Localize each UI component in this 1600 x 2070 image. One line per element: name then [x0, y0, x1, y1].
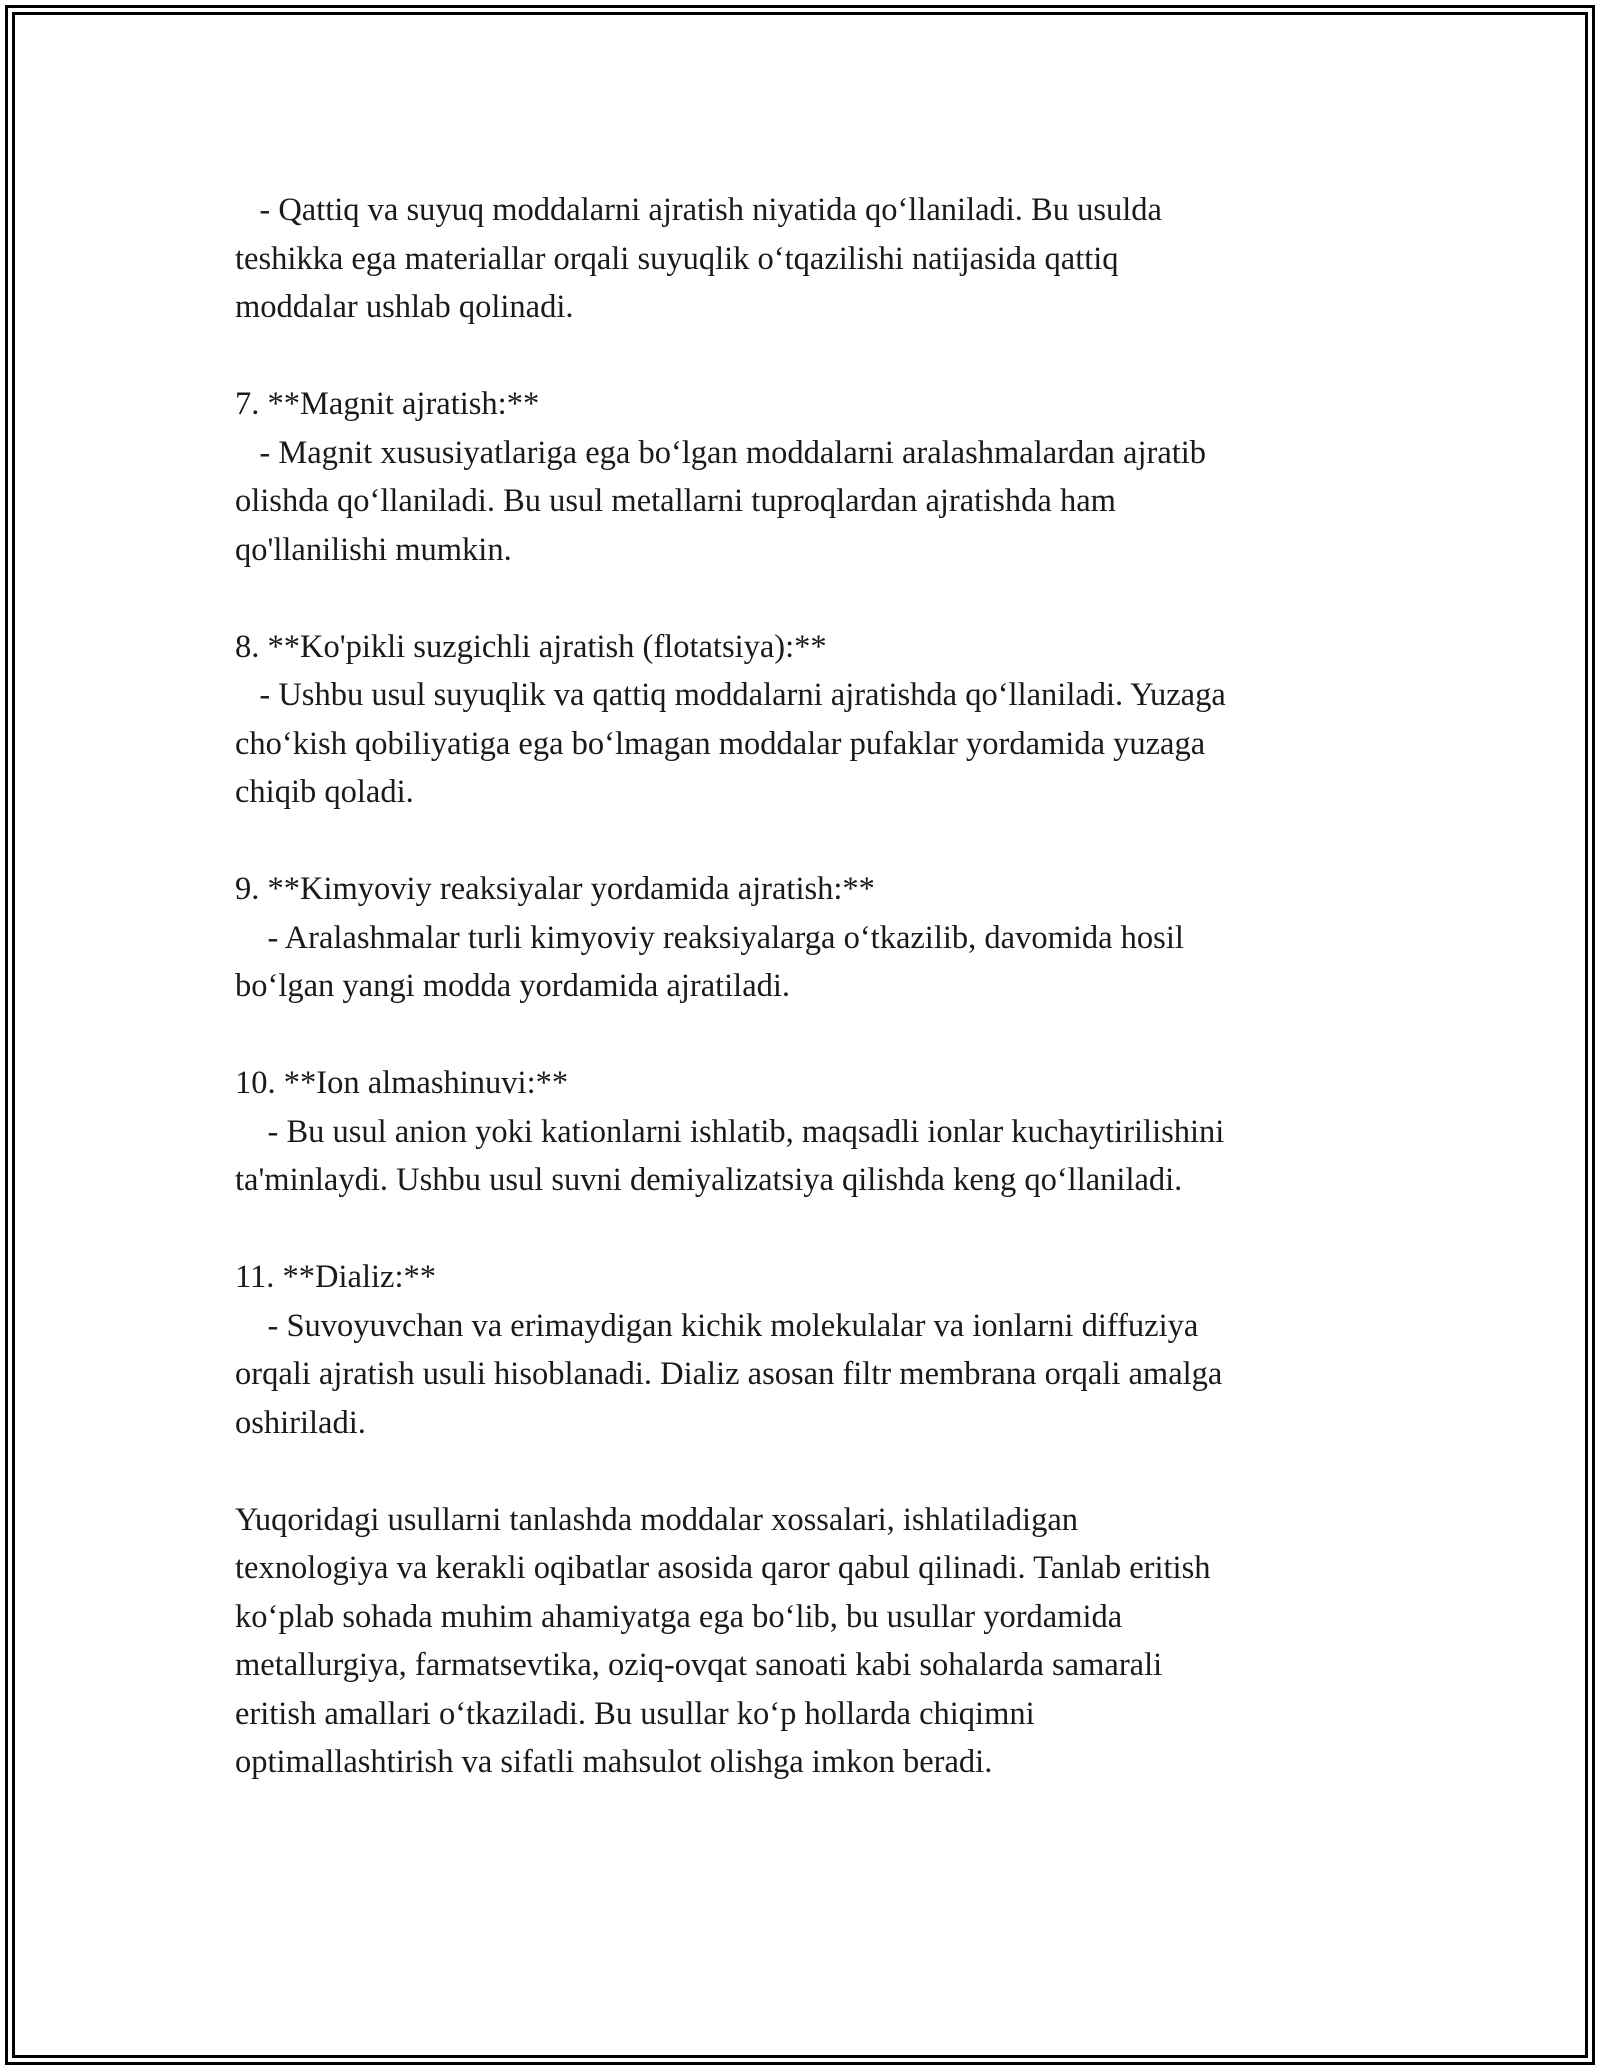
text-line: texnologiya va kerakli oqibatlar asosida qaror qabul qilinadi. Tanlab eritish	[235, 1550, 1211, 1586]
list-item-heading: 10. **Ion almashinuvi:**	[235, 1065, 569, 1101]
list-item-heading: 7. **Magnit ajratish:**	[235, 386, 540, 422]
text-line: metallurgiya, farmatsevtika, oziq-ovqat sanoati kabi sohalarda samarali	[235, 1647, 1163, 1683]
text-line: chiqib qoladi.	[235, 774, 414, 810]
text-line: - Aralashmalar turli kimyoviy reaksiyalarga o‘tkazilib, davomida hosil	[235, 919, 1184, 956]
list-item-flotation	[235, 623, 1395, 817]
text-line: ko‘plab sohada muhim ahamiyatga ega bo‘lib, bu usullar yordamida	[235, 1598, 1123, 1635]
text-line: olishda qo‘llaniladi. Bu usul metallarni tuproqlardan ajratishda ham	[235, 483, 1116, 519]
list-item-chemical-reactions	[235, 865, 1395, 1011]
list-item-heading: 9. **Kimyoviy reaksiyalar yordamida ajratish:**	[235, 871, 875, 907]
list-item-heading: 11. **Dializ:**	[235, 1259, 436, 1295]
text-line: Yuqoridagi usullarni tanlashda moddalar xossalari, ishlatiladigan	[235, 1501, 1079, 1538]
list-item-magnetic-separation	[235, 380, 1395, 574]
text-line: - Bu usul anion yoki kationlarni ishlatib, maqsadli ionlar kuchaytirilishini	[235, 1113, 1225, 1150]
text-line: ta'minlaydi. Ushbu usul suvni demiyalizatsiya qilishda keng qo‘llaniladi.	[235, 1162, 1183, 1198]
text-line: oshiriladi.	[235, 1404, 366, 1441]
text-line: eritish amallari o‘tkaziladi. Bu usullar ko‘p hollarda chiqimni	[235, 1695, 1035, 1732]
text-line: cho‘kish qobiliyatiga ega bo‘lmagan moddalar pufaklar yordamida yuzaga	[235, 725, 1206, 762]
text-line: orqali ajratish usuli hisoblanadi. Dializ asosan filtr membrana orqali amalga	[235, 1356, 1223, 1392]
text-line: - Qattiq va suyuq moddalarni ajratish niyatida qo‘llaniladi. Bu usulda	[235, 192, 1162, 228]
text-line: - Ushbu usul suyuqlik va qattiq moddalarni ajratishda qo‘llaniladi. Yuzaga	[235, 677, 1226, 713]
document-body	[235, 186, 1395, 1835]
text-line: qo'llanilishi mumkin.	[235, 531, 512, 568]
list-item-heading: 8. **Ko'pikli suzgichli ajratish (flotatsiya):**	[235, 628, 827, 665]
paragraph-filtration-continuation	[235, 186, 1395, 332]
list-item-ion-exchange	[235, 1059, 1395, 1205]
text-line: moddalar ushlab qolinadi.	[235, 289, 574, 325]
text-line: optimallashtirish va sifatli mahsulot olishga imkon beradi.	[235, 1744, 993, 1780]
text-line: teshikka ega materiallar orqali suyuqlik o‘tqazilishi natijasida qattiq	[235, 240, 1119, 277]
text-line: - Suvoyuvchan va erimaydigan kichik molekulalar va ionlarni diffuziya	[235, 1307, 1199, 1344]
paragraph-conclusion	[235, 1496, 1395, 1787]
list-item-dialysis	[235, 1253, 1395, 1447]
text-line: - Magnit xususiyatlariga ega bo‘lgan moddalarni aralashmalardan ajratib	[235, 434, 1207, 471]
text-line: bo‘lgan yangi modda yordamida ajratiladi.	[235, 968, 791, 1004]
